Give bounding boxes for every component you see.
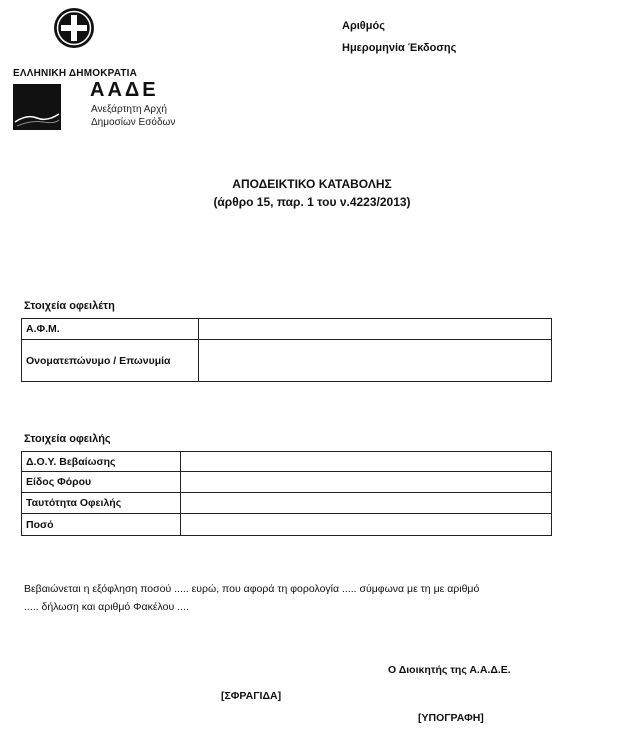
name-value[interactable] [199, 340, 552, 382]
greek-emblem-icon [52, 6, 96, 50]
debt-id-value[interactable] [181, 493, 552, 514]
tax-office-label: Δ.Ο.Υ. Βεβαίωσης [22, 452, 181, 472]
republic-label: ΕΛΛΗΝΙΚΗ ΔΗΜΟΚΡΑΤΙΑ [13, 68, 138, 79]
certification-text [24, 580, 584, 616]
tax-type-label: Είδος Φόρου [22, 472, 181, 493]
debt-table [21, 451, 552, 536]
table-row [22, 493, 552, 514]
signature-placeholder: [ΥΠΟΓΡΑΦΗ] [418, 712, 484, 724]
table-row [22, 514, 552, 536]
seal-placeholder: [ΣΦΡΑΓΙΔΑ] [221, 690, 282, 702]
table-row [22, 340, 552, 382]
document-title: ΑΠΟΔΕΙΚΤΙΚΟ ΚΑΤΑΒΟΛΗΣ [232, 177, 392, 191]
debtor-table [21, 318, 552, 382]
org-name-line2: Δημοσίων Εσόδων [91, 117, 176, 128]
name-label: Ονοματεπώνυμο / Επωνυμία [22, 340, 199, 382]
aade-logo-icon [13, 84, 61, 130]
debt-id-label: Ταυτότητα Οφειλής [22, 493, 181, 514]
afm-label: Α.Φ.Μ. [22, 319, 199, 340]
governor-label: Ο Διοικητής της Α.Α.Δ.Ε. [388, 664, 511, 676]
tax-type-value[interactable] [181, 472, 552, 493]
table-row [22, 472, 552, 493]
number-label: Αριθμός [342, 20, 385, 32]
org-name-line1: Ανεξάρτητη Αρχή [91, 104, 167, 115]
issue-date-label: Ημερομηνία Έκδοσης [342, 42, 457, 54]
tax-office-value[interactable] [181, 452, 552, 472]
certification-line1: Βεβαιώνεται η εξόφληση ποσού ..... ευρώ, που αφορά τη φορολογία ..... σύμφωνα με τη με αριθμό [24, 583, 480, 595]
document-subtitle: (άρθρο 15, παρ. 1 του ν.4223/2013) [213, 195, 411, 209]
table-row [22, 319, 552, 340]
table-row [22, 452, 552, 472]
afm-value[interactable] [199, 319, 552, 340]
amount-value[interactable] [181, 514, 552, 536]
org-acronym: ΑΑΔΕ [90, 79, 159, 101]
debtor-heading: Στοιχεία οφειλέτη [24, 300, 115, 312]
amount-label: Ποσό [22, 514, 181, 536]
debt-heading: Στοιχεία οφειλής [24, 433, 111, 445]
certification-line2: ..... δήλωση και αριθμό Φακέλου .... [24, 601, 189, 613]
